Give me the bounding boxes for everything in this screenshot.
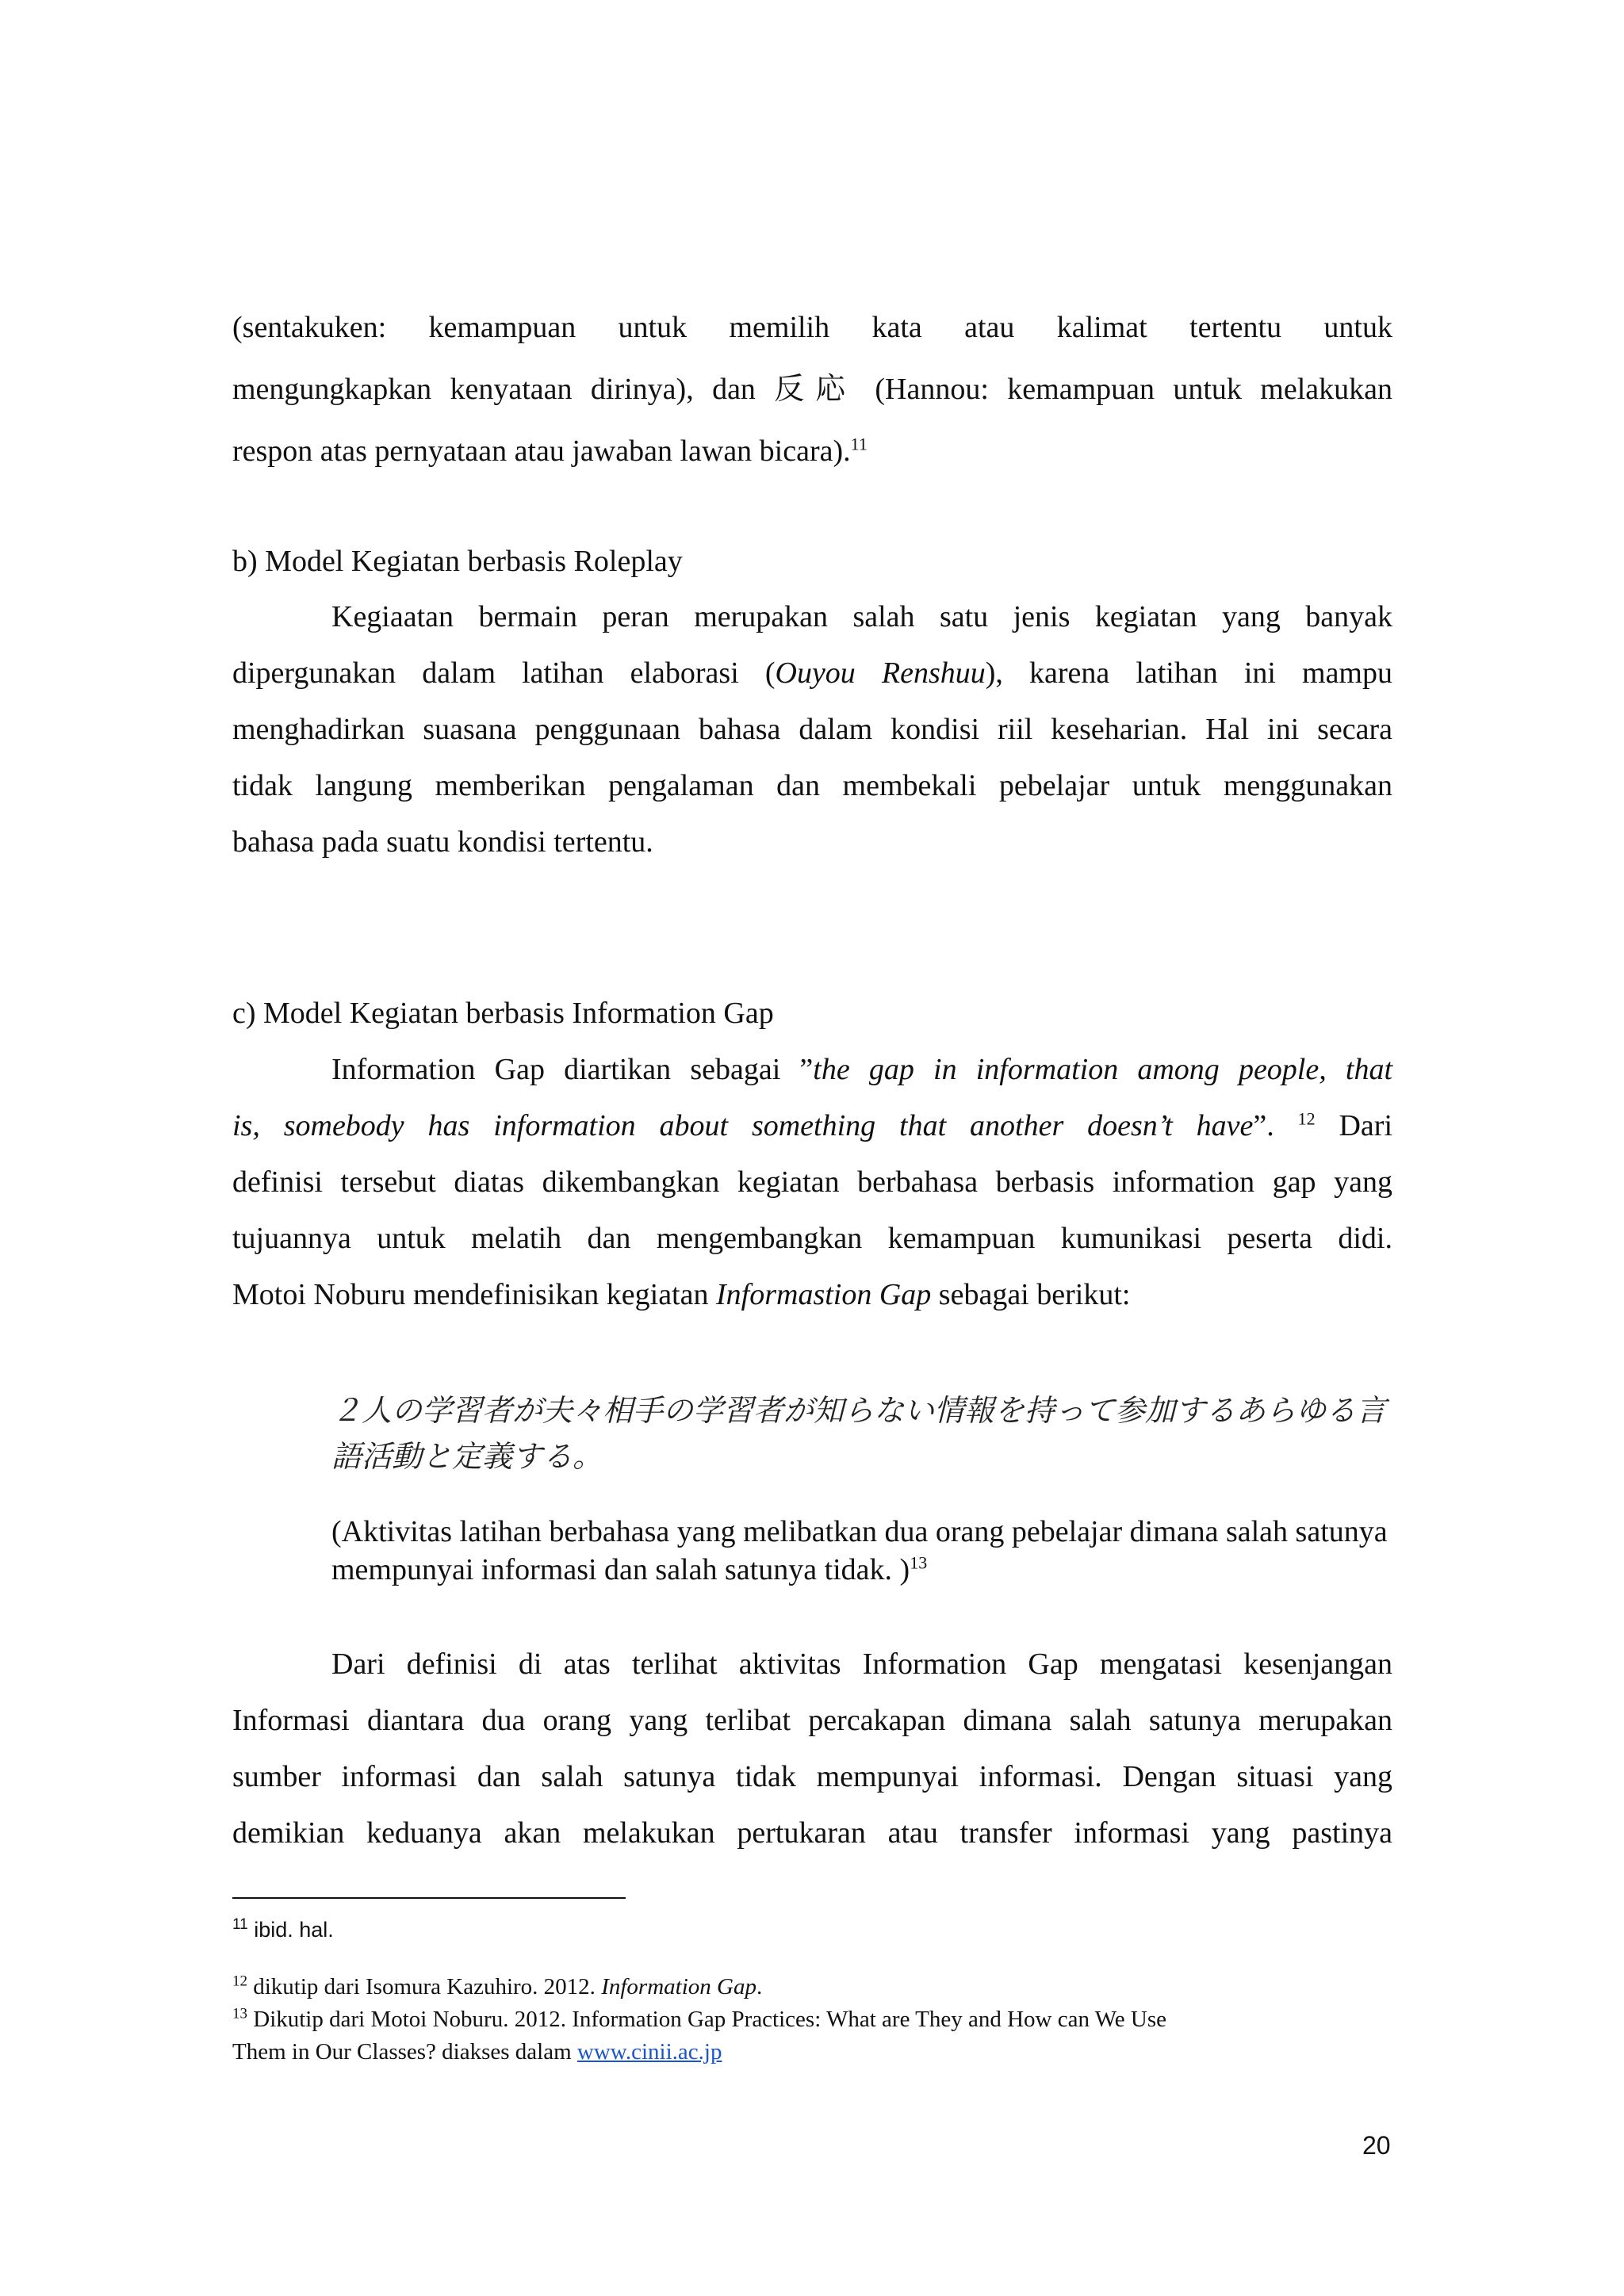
- footnote-text: Dikutip dari Motoi Noburu. 2012. Information Gap Practices: What are They and How can We Use: [247, 2007, 1166, 2032]
- footnote-11: [232, 1914, 334, 1946]
- body-line: [232, 1267, 1130, 1323]
- body-line: Informasi diantara dua orang yang terlibat percakapan dimana salah satunya merupakan: [232, 1704, 1392, 1737]
- italic-term: Informastion Gap: [716, 1278, 932, 1311]
- body-line: bahasa pada suatu kondisi tertentu.: [232, 825, 653, 859]
- body-line-text: Information Gap diartikan sebagai ”: [331, 1053, 814, 1086]
- footnote-text: ibid. hal.: [247, 1918, 334, 1942]
- footnote-13: [232, 2003, 1166, 2035]
- body-line: tidak langung memberikan pengalaman dan membekali pebelajar untuk menggunakan: [232, 769, 1392, 802]
- italic-quote: is, somebody has information about something that another doesn’t have: [232, 1109, 1254, 1142]
- body-line-text: Dari: [1339, 1109, 1393, 1142]
- footnote-number: 12: [232, 1973, 247, 1990]
- footnote-ref[interactable]: 12: [1297, 1108, 1316, 1129]
- footnote-text: .: [756, 1974, 763, 1999]
- body-line-text: respon atas pernyataan atau jawaban lawan bicara).: [232, 434, 851, 468]
- japanese-quote: ２人の学習者が夫々相手の学習者が知らない情報を持って参加するあらゆる言語活動と定義する。: [331, 1393, 1387, 1474]
- body-line: [232, 645, 1392, 702]
- body-line: mengungkapkan kenyataan dirinya), dan 反応 (Hannou: kemampuan untuk melakukan: [232, 373, 1392, 406]
- source-link[interactable]: www.cinii.ac.jp: [576, 2039, 722, 2064]
- footnote-ref[interactable]: 11: [850, 434, 868, 454]
- body-line: tujuannya untuk melatih dan mengembangkan kemampuan kumunikasi peserta didi.: [232, 1222, 1392, 1255]
- body-line: [232, 423, 868, 480]
- body-line-text: ), karena latihan ini mampu: [985, 656, 1392, 690]
- footnote-text: dikutip dari Isomura Kazuhiro. 2012.: [247, 1974, 602, 1999]
- footnote-ref[interactable]: 13: [910, 1552, 928, 1573]
- body-line: (sentakuken: kemampuan untuk memilih kata atau kalimat tertentu untuk: [232, 311, 1392, 344]
- body-line-text: ”.: [1253, 1109, 1274, 1142]
- body-line: Kegiaatan bermain peran merupakan salah satu jenis kegiatan yang banyak: [331, 600, 1392, 633]
- body-line-text: dipergunakan dalam latihan elaborasi (: [232, 656, 776, 690]
- body-line: [331, 1042, 1392, 1098]
- body-line: Dari definisi di atas terlihat aktivitas Information Gap mengatasi kesenjangan: [331, 1647, 1392, 1681]
- italic-term: Ouyou Renshuu: [775, 656, 986, 690]
- italic-quote: the gap in information among people, that: [813, 1053, 1392, 1086]
- footnote-13-cont: [232, 2036, 722, 2068]
- body-line: definisi tersebut diatas dikembangkan kegiatan berbahasa berbasis information gap yang: [232, 1165, 1392, 1199]
- footnote-number: 13: [232, 2005, 247, 2022]
- body-line: sumber informasi dan salah satunya tidak mempunyai informasi. Dengan situasi yang: [232, 1760, 1392, 1793]
- body-line: menghadirkan suasana penggunaan bahasa dalam kondisi riil keseharian. Hal ini secara: [232, 713, 1392, 746]
- body-line: [232, 1098, 1392, 1154]
- page-number: 20: [1362, 2131, 1391, 2160]
- quote-translation: [331, 1513, 1392, 1589]
- footnote-number: 11: [232, 1916, 248, 1933]
- section-heading-c: c) Model Kegiatan berbasis Information Gap: [232, 997, 774, 1030]
- section-heading-b: b) Model Kegiatan berbasis Roleplay: [232, 545, 683, 578]
- quote-translation-text: (Aktivitas latihan berbahasa yang melibatkan dua orang pebelajar dimana salah satunya mempunyai informasi dan salah satunya tidak. ): [331, 1515, 1388, 1586]
- footnote-title: Information Gap: [601, 1974, 756, 1999]
- body-line-text: Motoi Noburu mendefinisikan kegiatan: [232, 1278, 716, 1311]
- body-line-text: sebagai berikut:: [931, 1278, 1131, 1311]
- footnote-divider: [232, 1897, 626, 1899]
- footnote-12: [232, 1971, 762, 2003]
- footnote-text: Them in Our Classes? diakses dalam: [232, 2039, 577, 2064]
- body-line: demikian keduanya akan melakukan pertukaran atau transfer informasi yang pastinya: [232, 1816, 1392, 1850]
